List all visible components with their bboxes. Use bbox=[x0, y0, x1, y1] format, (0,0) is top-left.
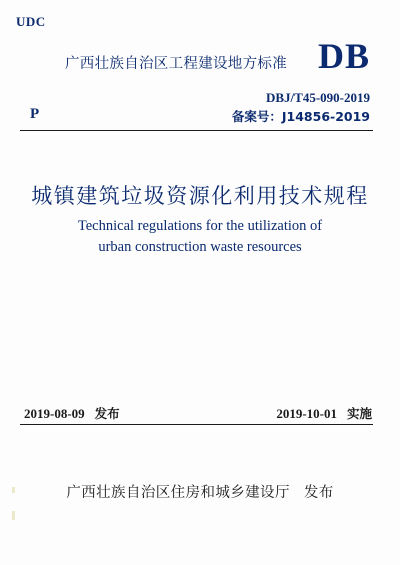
bottom-divider bbox=[20, 424, 373, 425]
scan-artifact-mark bbox=[12, 487, 15, 493]
document-title-english bbox=[0, 216, 400, 258]
standard-type-title: 广西壮族自治区工程建设地方标准 bbox=[65, 56, 287, 72]
publisher-line bbox=[0, 481, 400, 502]
issue-label: 发布 bbox=[94, 406, 120, 421]
english-title-line-2: urban construction waste resources bbox=[98, 239, 302, 255]
implement-date: 2019-10-01 bbox=[276, 406, 337, 421]
db-mark: DB bbox=[317, 36, 370, 76]
publisher-name: 广西壮族自治区住房和城乡建设厅 bbox=[66, 485, 290, 501]
udc-label: UDC bbox=[16, 14, 46, 29]
publisher-label: 发布 bbox=[303, 485, 334, 501]
scan-artifact-mark bbox=[12, 511, 15, 520]
issue-date: 2019-08-09 bbox=[24, 406, 85, 421]
classification-mark: P bbox=[30, 106, 40, 122]
standard-number: DBJ/T45-090-2019 bbox=[266, 90, 370, 105]
issue-date-block bbox=[24, 404, 120, 422]
implement-date-block bbox=[276, 404, 372, 422]
english-title-line-1: Technical regulations for the utilization of bbox=[77, 218, 323, 234]
record-number: 备案号：J14856-2019 bbox=[231, 109, 370, 124]
implement-label: 实施 bbox=[346, 406, 372, 421]
document-title-chinese: 城镇建筑垃圾资源化利用技术规程 bbox=[31, 184, 369, 208]
top-divider bbox=[20, 130, 373, 131]
